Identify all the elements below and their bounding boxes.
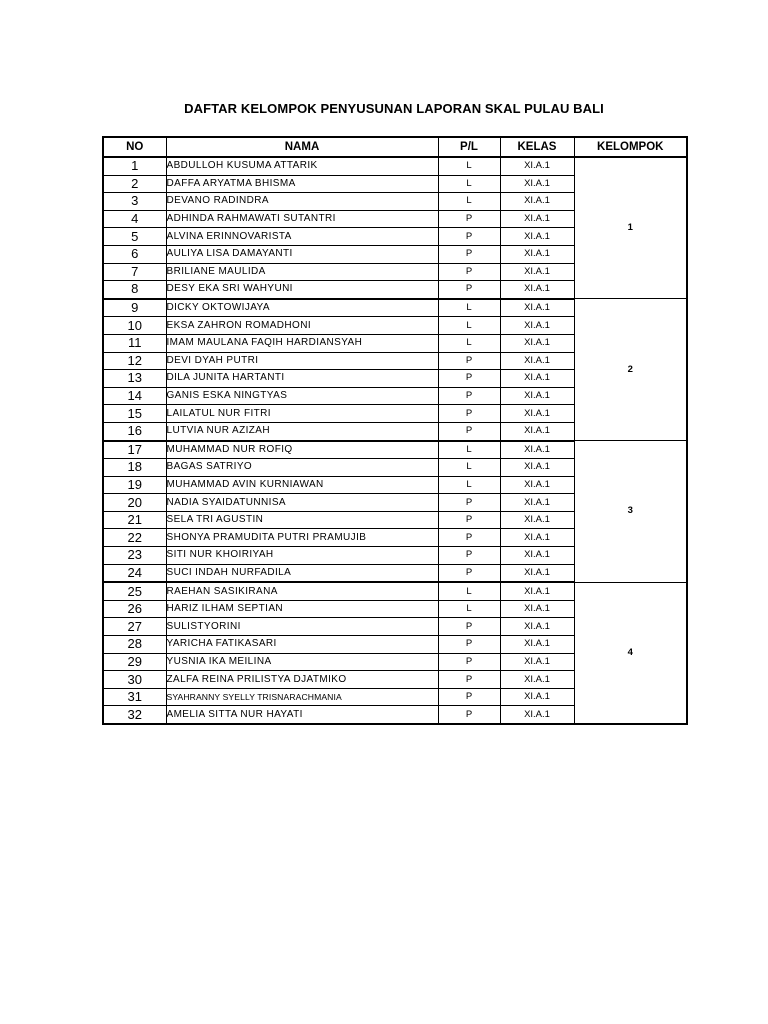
table-row [103, 441, 687, 459]
cell-no: 28 [103, 636, 166, 654]
cell-no: 16 [103, 422, 166, 440]
cell-nama: RAEHAN SASIKIRANA [166, 582, 438, 600]
cell-nama: ALVINA ERINNOVARISTA [166, 228, 438, 246]
cell-kelas: XI.A.1 [500, 193, 574, 211]
cell-no: 25 [103, 582, 166, 600]
cell-kelompok: 4 [574, 582, 687, 724]
cell-no: 22 [103, 529, 166, 547]
cell-no: 6 [103, 245, 166, 263]
table-row [103, 157, 687, 175]
cell-kelompok: 2 [574, 299, 687, 441]
cell-pl: L [438, 476, 500, 494]
cell-nama: SELA TRI AGUSTIN [166, 511, 438, 529]
cell-no: 10 [103, 317, 166, 335]
cell-no: 21 [103, 511, 166, 529]
cell-pl: P [438, 370, 500, 388]
cell-nama: SUCI INDAH NURFADILA [166, 564, 438, 582]
cell-kelas: XI.A.1 [500, 688, 574, 706]
cell-nama: DAFFA ARYATMA BHISMA [166, 175, 438, 193]
cell-no: 26 [103, 600, 166, 618]
cell-no: 18 [103, 459, 166, 477]
cell-pl: L [438, 299, 500, 317]
cell-nama: DESY EKA SRI WAHYUNI [166, 281, 438, 299]
cell-no: 24 [103, 564, 166, 582]
cell-kelas: XI.A.1 [500, 547, 574, 565]
cell-nama: DEVANO RADINDRA [166, 193, 438, 211]
cell-nama: LAILATUL NUR FITRI [166, 405, 438, 423]
cell-pl: P [438, 671, 500, 689]
cell-no: 23 [103, 547, 166, 565]
cell-pl: P [438, 494, 500, 512]
cell-pl: L [438, 317, 500, 335]
cell-kelas: XI.A.1 [500, 582, 574, 600]
cell-no: 9 [103, 299, 166, 317]
cell-kelas: XI.A.1 [500, 228, 574, 246]
document-title: DAFTAR KELOMPOK PENYUSUNAN LAPORAN SKAL PULAU BALI [184, 101, 604, 116]
cell-no: 11 [103, 334, 166, 352]
cell-kelas: XI.A.1 [500, 387, 574, 405]
cell-nama: ABDULLOH KUSUMA ATTARIK [166, 157, 438, 175]
cell-kelas: XI.A.1 [500, 476, 574, 494]
cell-kelas: XI.A.1 [500, 245, 574, 263]
cell-pl: L [438, 193, 500, 211]
cell-nama: YARICHA FATIKASARI [166, 636, 438, 654]
cell-pl: P [438, 281, 500, 299]
header-no: NO [103, 137, 166, 157]
cell-kelompok: 3 [574, 441, 687, 583]
cell-pl: P [438, 228, 500, 246]
cell-kelas: XI.A.1 [500, 600, 574, 618]
cell-kelas: XI.A.1 [500, 422, 574, 440]
cell-no: 20 [103, 494, 166, 512]
cell-pl: L [438, 175, 500, 193]
cell-nama: AMELIA SITTA NUR HAYATI [166, 706, 438, 724]
cell-pl: P [438, 636, 500, 654]
cell-no: 4 [103, 210, 166, 228]
cell-kelas: XI.A.1 [500, 564, 574, 582]
table-header-row [103, 137, 687, 157]
cell-kelas: XI.A.1 [500, 210, 574, 228]
cell-nama: AULIYA LISA DAMAYANTI [166, 245, 438, 263]
cell-no: 5 [103, 228, 166, 246]
cell-kelas: XI.A.1 [500, 370, 574, 388]
header-kelas: KELAS [500, 137, 574, 157]
cell-pl: L [438, 441, 500, 459]
cell-no: 27 [103, 618, 166, 636]
cell-pl: L [438, 459, 500, 477]
cell-kelas: XI.A.1 [500, 263, 574, 281]
cell-kelas: XI.A.1 [500, 317, 574, 335]
cell-nama: HARIZ ILHAM SEPTIAN [166, 600, 438, 618]
cell-no: 2 [103, 175, 166, 193]
cell-nama: ZALFA REINA PRILISTYA DJATMIKO [166, 671, 438, 689]
cell-kelas: XI.A.1 [500, 157, 574, 175]
cell-nama: DEVI DYAH PUTRI [166, 352, 438, 370]
cell-kelas: XI.A.1 [500, 299, 574, 317]
cell-kelas: XI.A.1 [500, 352, 574, 370]
cell-pl: P [438, 706, 500, 724]
cell-no: 31 [103, 688, 166, 706]
cell-kelas: XI.A.1 [500, 175, 574, 193]
cell-pl: P [438, 529, 500, 547]
header-kelompok: KELOMPOK [574, 137, 687, 157]
cell-kelas: XI.A.1 [500, 636, 574, 654]
cell-nama: MUHAMMAD AVIN KURNIAWAN [166, 476, 438, 494]
cell-pl: L [438, 600, 500, 618]
cell-pl: P [438, 564, 500, 582]
cell-pl: P [438, 511, 500, 529]
cell-no: 32 [103, 706, 166, 724]
cell-nama: GANIS ESKA NINGTYAS [166, 387, 438, 405]
cell-pl: P [438, 422, 500, 440]
cell-kelas: XI.A.1 [500, 281, 574, 299]
group-roster-table [102, 136, 688, 725]
cell-pl: P [438, 210, 500, 228]
cell-no: 8 [103, 281, 166, 299]
cell-nama: BAGAS SATRIYO [166, 459, 438, 477]
header-pl: P/L [438, 137, 500, 157]
cell-pl: P [438, 653, 500, 671]
cell-pl: L [438, 582, 500, 600]
cell-nama: SITI NUR KHOIRIYAH [166, 547, 438, 565]
cell-pl: P [438, 547, 500, 565]
cell-nama: ADHINDA RAHMAWATI SUTANTRI [166, 210, 438, 228]
cell-kelas: XI.A.1 [500, 511, 574, 529]
cell-kelas: XI.A.1 [500, 334, 574, 352]
cell-no: 1 [103, 157, 166, 175]
cell-pl: P [438, 387, 500, 405]
cell-no: 3 [103, 193, 166, 211]
cell-pl: P [438, 405, 500, 423]
cell-nama: EKSA ZAHRON ROMADHONI [166, 317, 438, 335]
table-row [103, 582, 687, 600]
cell-nama: MUHAMMAD NUR ROFIQ [166, 441, 438, 459]
cell-no: 7 [103, 263, 166, 281]
cell-kelas: XI.A.1 [500, 671, 574, 689]
cell-no: 17 [103, 441, 166, 459]
cell-kelas: XI.A.1 [500, 706, 574, 724]
cell-pl: P [438, 263, 500, 281]
header-nama: NAMA [166, 137, 438, 157]
cell-nama: SYAHRANNY SYELLY TRISNARACHMANIA [166, 688, 438, 706]
table-body [103, 157, 687, 724]
cell-nama: YUSNIA IKA MEILINA [166, 653, 438, 671]
cell-nama: NADIA SYAIDATUNNISA [166, 494, 438, 512]
cell-pl: P [438, 245, 500, 263]
cell-kelas: XI.A.1 [500, 653, 574, 671]
cell-kelompok: 1 [574, 157, 687, 299]
cell-nama: DILA JUNITA HARTANTI [166, 370, 438, 388]
cell-pl: L [438, 334, 500, 352]
cell-kelas: XI.A.1 [500, 441, 574, 459]
cell-nama: DICKY OKTOWIJAYA [166, 299, 438, 317]
cell-kelas: XI.A.1 [500, 529, 574, 547]
cell-no: 30 [103, 671, 166, 689]
cell-pl: L [438, 157, 500, 175]
cell-no: 12 [103, 352, 166, 370]
cell-kelas: XI.A.1 [500, 405, 574, 423]
cell-no: 13 [103, 370, 166, 388]
cell-nama: LUTVIA NUR AZIZAH [166, 422, 438, 440]
cell-no: 15 [103, 405, 166, 423]
cell-pl: P [438, 618, 500, 636]
cell-kelas: XI.A.1 [500, 618, 574, 636]
cell-kelas: XI.A.1 [500, 459, 574, 477]
cell-nama: IMAM MAULANA FAQIH HARDIANSYAH [166, 334, 438, 352]
cell-no: 29 [103, 653, 166, 671]
cell-nama: SHONYA PRAMUDITA PUTRI PRAMUJIB [166, 529, 438, 547]
cell-no: 14 [103, 387, 166, 405]
cell-pl: P [438, 352, 500, 370]
cell-nama: BRILIANE MAULIDA [166, 263, 438, 281]
cell-pl: P [438, 688, 500, 706]
cell-no: 19 [103, 476, 166, 494]
table-row [103, 299, 687, 317]
cell-nama: SULISTYORINI [166, 618, 438, 636]
cell-kelas: XI.A.1 [500, 494, 574, 512]
